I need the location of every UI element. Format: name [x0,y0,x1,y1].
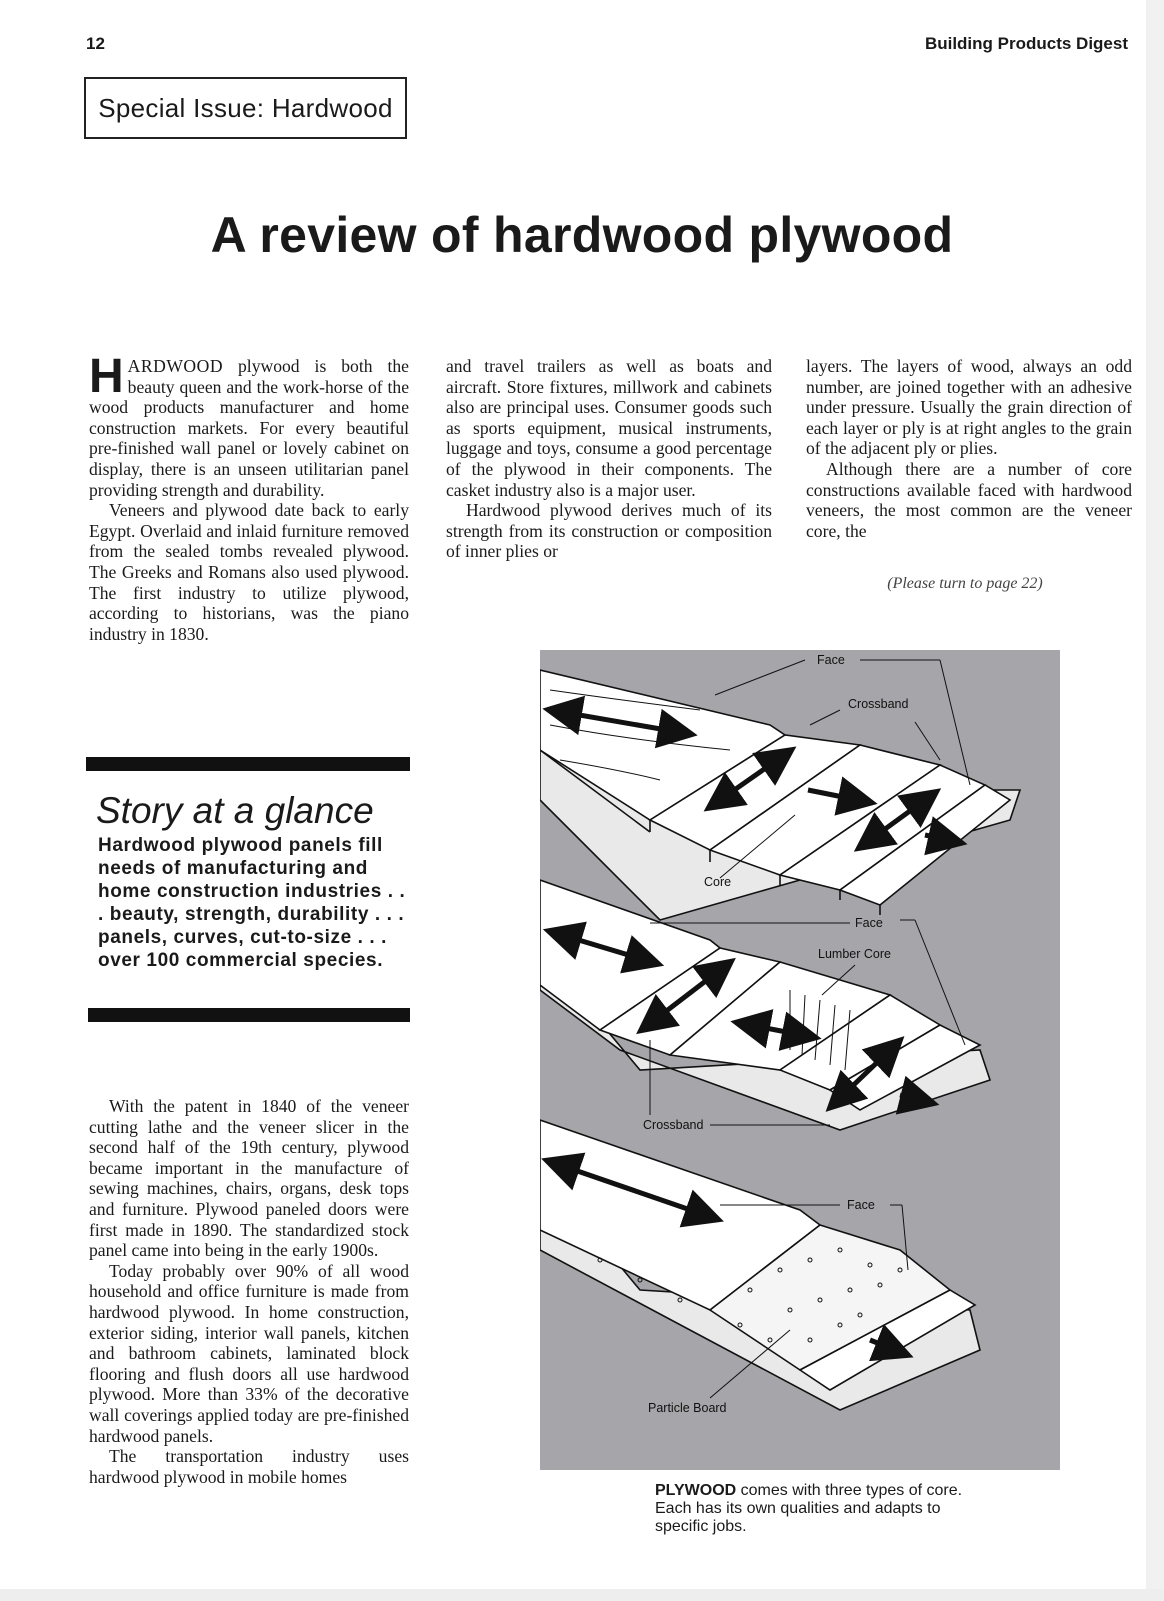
label-face-2: Face [855,916,883,930]
scan-edge-right [1146,0,1164,1601]
plywood-diagram-svg [540,650,1060,1470]
lead-word: ARDWOOD [127,356,224,376]
paragraph: Today probably over 90% of all wood household and office furniture is made from hardwood plywood. In home construction, exterior siding, interior wall panels, kitchen and bathroom cabinets, laminated block flooring and flush doors all use hardwood plywood. More than 33% of the decorative wall coverings applied today are pre-finished hardwood panels. [89,1260,409,1446]
particle-board-panel [540,1120,980,1410]
figure-caption [655,1482,995,1536]
caption-text: comes with three types of core. Each has its own qualities and adapts to specific jobs. [655,1482,963,1535]
glance-summary: Hardwood plywood panels fill needs of manufacturing and home construction industries . . . beauty, strength, durability . . . panels, curves, cut-to-size . . . over 100 commercial species. [98,835,406,971]
label-core: Core [704,875,732,889]
label-particle-board: Particle Board [648,1401,727,1415]
column-2 [446,356,772,562]
label-face-1: Face [817,653,845,667]
label-face-3: Face [847,1198,875,1212]
glance-title: Story at a glance [96,790,374,831]
label-crossband-2: Crossband [643,1118,704,1132]
section-label: Special Issue: Hardwood [98,92,393,123]
lumber-core-panel [540,880,990,1130]
plywood-diagram [540,650,1060,1470]
publication-name: Building Products Digest [924,34,1128,53]
column-1-bottom [89,1096,409,1487]
label-lumber-core: Lumber Core [818,947,891,961]
veneer-core-panel [540,650,1020,920]
paragraph: layers. The layers of wood, always an odd number, are joined together with an adhesive under pressure. Usually the grain direction of each layer or ply is at right angles to the grain of the adjacent ply or plies. [806,356,1132,459]
continued-note: (Please turn to page 22) [887,575,1043,592]
glance-rule-top [86,757,410,771]
paragraph-text: plywood is both the beauty queen and the work-horse of the wood products manufacturer and home construction markets. For every beautiful pre-finished wall panel or lovely cabinet on display, there is an unseen utilitarian panel providing strength and durability. [89,356,409,500]
drop-cap: H [89,350,124,403]
paragraph: With the patent in 1840 of the veneer cutting lathe and the veneer slicer in the second half of the 19th century, plywood became important in the manufacture of sewing machines, chairs, organs, desk tops and furniture. Plywood paneled doors were first made in 1890. The standardized stock panel came into being in the early 1900s. [89,1096,409,1261]
paragraph: Hardwood plywood derives much of its strength from its construction or composition of inner plies or [446,500,772,562]
caption-lead: PLYWOOD [655,1482,737,1499]
paragraph [89,350,409,500]
paragraph: and travel trailers as well as boats and aircraft. Store fixtures, millwork and cabinets also are principal uses. Consumer goods such as sports equipment, musical instruments, luggage and toys, consume a good percentage of the plywood in their components. The casket industry also is a major user. [446,356,772,500]
paragraph: Veneers and plywood date back to early Egypt. Overlaid and inlaid furniture removed from the sealed tombs revealed plywood. The Greeks and Romans also used plywood. The first industry to utilize plywood, according to historians, was the piano industry in 1830. [89,500,409,644]
paragraph: Although there are a number of core constructions available faced with hardwood veneers, the most common are the veneer core, the [806,458,1132,541]
section-label-box [84,77,407,139]
headline: A review of hardwood plywood [210,207,954,263]
label-crossband-1: Crossband [848,697,909,711]
page-number: 12 [86,34,105,53]
glance-rule-bottom [88,1008,410,1022]
scan-edge-bottom [0,1589,1164,1601]
column-3 [806,356,1132,541]
column-1-top [89,350,409,644]
paragraph: The transportation industry uses hardwood plywood in mobile homes [89,1446,409,1487]
